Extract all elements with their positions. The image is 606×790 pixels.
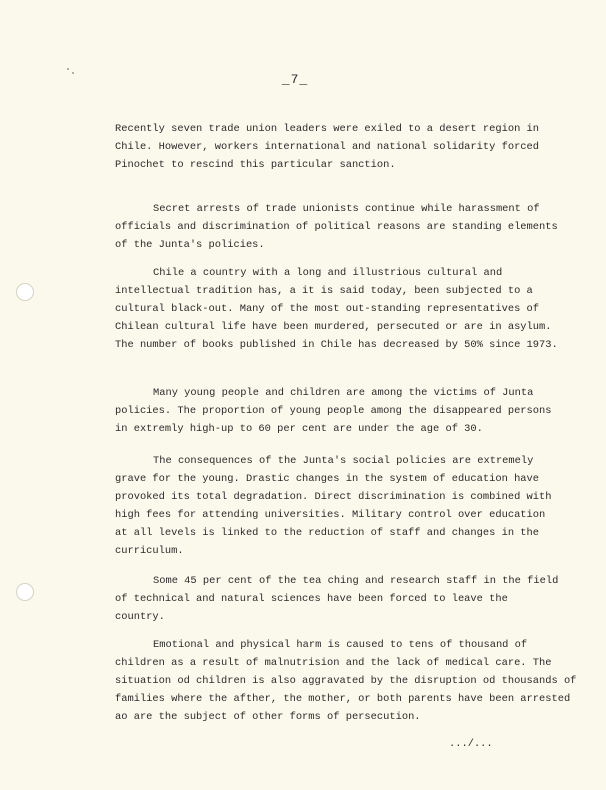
paper-speck [67,68,69,70]
paragraph-young-victims [115,384,552,438]
punch-hole-bottom [16,583,34,601]
text-line: Many young people and children are among the victims of Junta [153,387,534,399]
punch-hole-top [16,283,34,301]
text-line: Emotional and physical harm is caused to tens of thousand of [153,639,528,651]
text-line: The consequences of the Junta's social policies are extremely [153,455,534,467]
text-line: in extremly high-up to 60 per cent are under the age of 30. [115,423,483,435]
text-line: Pinochet to rescind this particular sanction. [115,159,396,171]
text-line: Recently seven trade union leaders were exiled to a desert region in [115,123,540,135]
text-line: curriculum. [115,545,184,557]
text-line: Some 45 per cent of the tea ching and research staff in the field [153,575,559,587]
paragraph-secret-arrests [115,200,558,254]
text-line: provoked its total degradation. Direct discrimination is combined with [115,491,552,503]
paragraph-education-policies [115,452,552,560]
text-line: Secret arrests of trade unionists continue while harassment of [153,203,540,215]
paragraph-teaching-staff [115,572,559,626]
text-line: Chilean cultural life have been murdered, persecuted or are in asylum. [115,321,552,333]
paragraph-children-harm [115,636,577,726]
text-line: policies. The proportion of young people among the disappeared persons [115,405,552,417]
text-line: intellectual tradition has, a it is said today, been subjected to a [115,285,533,297]
text-line: Chile a country with a long and illustrious cultural and [153,267,503,279]
text-line: situation od children is also aggravated by the disruption od thousands of [115,675,577,687]
text-line: children as a result of malnutrision and the lack of medical care. The [115,657,552,669]
continuation-mark: .../... [449,738,493,750]
text-line: The number of books published in Chile has decreased by 50% since 1973. [115,339,558,351]
text-line: of the Junta's policies. [115,239,265,251]
text-line: grave for the young. Drastic changes in the system of education have [115,473,540,485]
text-line: ao are the subject of other forms of persecution. [115,711,421,723]
text-line: families where the afther, the mother, or both parents have been arrested [115,693,571,705]
text-line: high fees for attending universities. Military control over education [115,509,546,521]
paper-speck [72,72,74,74]
text-line: cultural black-out. Many of the most out-standing representatives of [115,303,540,315]
text-line: of technical and natural sciences have been forced to leave the [115,593,508,605]
text-line: at all levels is linked to the reduction of staff and changes in the [115,527,540,539]
paragraph-cultural-blackout [115,264,558,354]
page-number: _7_ [281,72,309,87]
text-line: officials and discrimination of political reasons are standing elements [115,221,558,233]
text-line: Chile. However, workers international and national solidarity forced [115,141,540,153]
text-line: country. [115,611,165,623]
paragraph-exiled-leaders [115,120,540,174]
